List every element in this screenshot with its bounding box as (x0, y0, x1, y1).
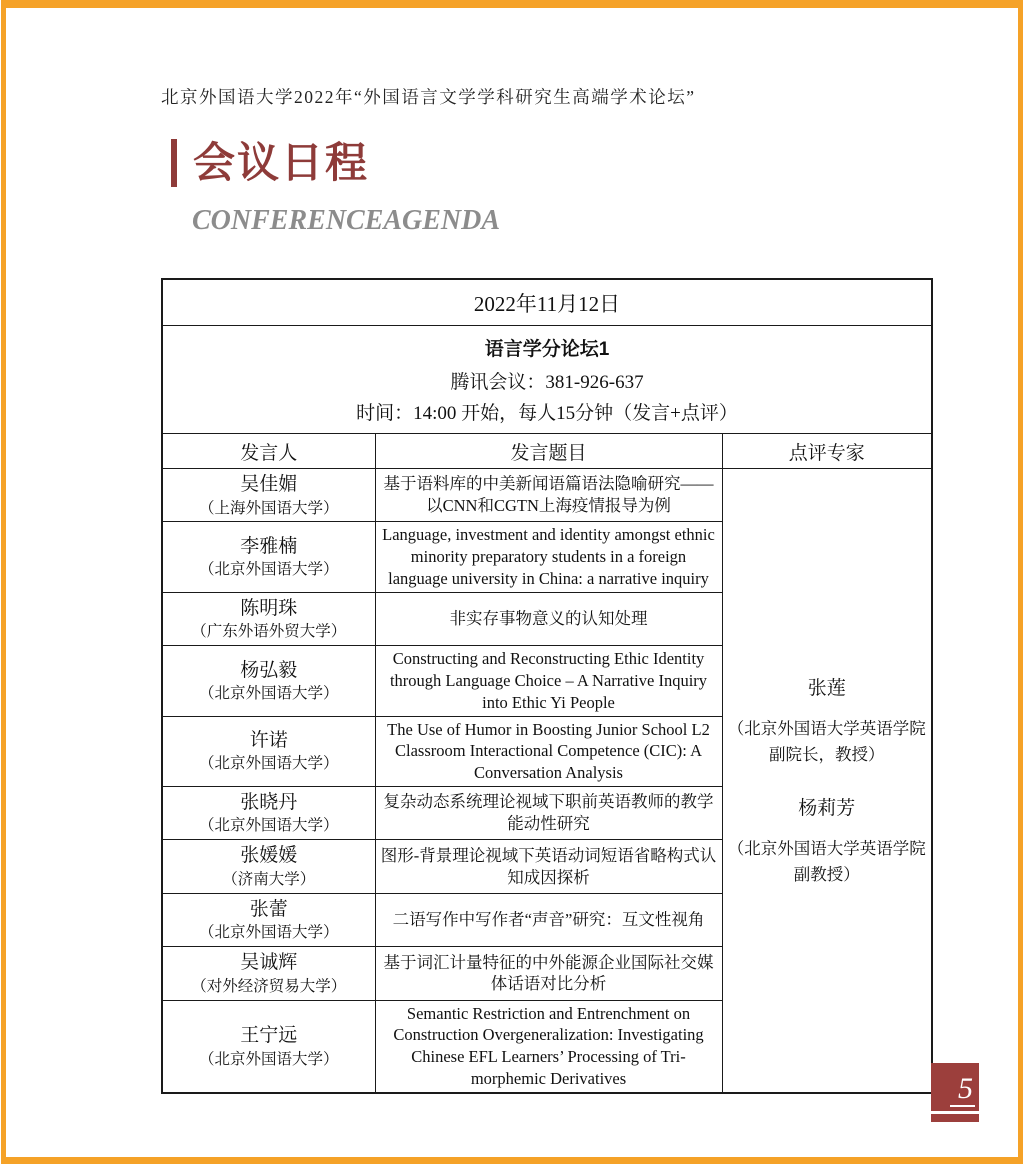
talk-title: 二语写作中写作者“声音”研究：互文性视角 (375, 893, 722, 946)
speaker-name: 李雅楠 (240, 535, 298, 557)
column-header-row (162, 434, 932, 469)
speaker-cell (162, 592, 375, 645)
page-number: 5 (950, 1074, 975, 1107)
speaker-cell (162, 522, 375, 592)
speaker-cell (162, 716, 375, 786)
speaker-affiliation: （对外经济贸易大学） (191, 977, 347, 995)
speaker-affiliation: （北京外国语大学） (198, 685, 339, 703)
table-row (162, 469, 932, 522)
speaker-name: 陈明珠 (240, 597, 298, 619)
col-header-expert: 点评专家 (722, 434, 932, 469)
page (1, 0, 1023, 1164)
expert-block (727, 793, 928, 887)
forum-title: 语言学分论坛1 (484, 339, 610, 360)
talk-title: Language, investment and identity amongst ethnic minority preparatory students in a foreign language university in China: a narrative inquiry (375, 522, 722, 592)
page-title: 会议日程 (193, 139, 370, 186)
speaker-affiliation: （北京外国语大学） (198, 924, 339, 942)
expert-block (727, 673, 928, 767)
speaker-affiliation: （济南大学） (222, 870, 316, 888)
page-subtitle-en: CONFERENCE AGENDA (192, 205, 501, 236)
talk-title: The Use of Humor in Boosting Junior School L2 Classroom Interactional Competence (CIC): A Conversation Analysis (375, 716, 722, 786)
talk-title: 复杂动态系统理论视域下职前英语教师的教学能动性研究 (375, 786, 722, 839)
speaker-name: 张晓丹 (240, 791, 298, 813)
talk-title: Semantic Restriction and Entrenchment on Construction Overgeneralization: Investigating Chinese EFL Learners’ Processing of Tri-morphemic Derivatives (375, 1000, 722, 1093)
page-number-block (931, 1063, 979, 1111)
speaker-name: 吴佳媚 (240, 474, 298, 495)
speaker-name: 吴诚辉 (240, 952, 298, 974)
speaker-affiliation: （北京外国语大学） (198, 755, 339, 773)
header-banner: 北京外国语大学2022年“外国语言文学学科研究生高端学术论坛” (161, 87, 696, 107)
speaker-name: 张蕾 (249, 898, 288, 920)
date-row (162, 279, 932, 326)
col-header-title: 发言题目 (375, 434, 722, 469)
speaker-name: 杨弘毅 (240, 659, 298, 681)
talk-title: 基于词汇计量特征的中外能源企业国际社交媒体话语对比分析 (375, 947, 722, 1000)
title-accent-bar (171, 139, 177, 187)
forum-info-row (162, 326, 932, 434)
speaker-affiliation: （上海外国语大学） (198, 499, 339, 517)
talk-title: 图形-背景理论视域下英语动词短语省略构式认知成因探析 (375, 840, 722, 893)
expert-name: 杨莉芳 (798, 798, 856, 820)
speaker-cell (162, 469, 375, 522)
speaker-affiliation: （北京外国语大学） (198, 817, 339, 835)
expert-affiliation: （北京外国语大学英语学院 副院长，教授） (727, 719, 926, 764)
speaker-name: 许诺 (249, 729, 288, 751)
agenda-table (161, 278, 933, 1094)
speaker-cell (162, 646, 375, 716)
meeting-id: 腾讯会议：381-926-637 (450, 372, 644, 393)
speaker-affiliation: （北京外国语大学） (198, 1050, 339, 1068)
talk-title: 基于语料库的中美新闻语篇语法隐喻研究——以CNN和CGTN上海疫情报导为例 (375, 469, 722, 522)
expert-name: 张莲 (807, 678, 846, 700)
speaker-name: 张媛媛 (240, 845, 298, 867)
page-number-bar (931, 1114, 979, 1122)
speaker-name: 王宁远 (240, 1025, 298, 1046)
experts-cell (722, 469, 932, 1093)
speaker-affiliation: （广东外语外贸大学） (191, 623, 347, 641)
page-title-row (171, 139, 369, 187)
speaker-cell (162, 786, 375, 839)
speaker-cell (162, 840, 375, 893)
talk-title: Constructing and Reconstructing Ethic Identity through Language Choice – A Narrative Inquiry into Ethic Yi People (375, 646, 722, 716)
speaker-affiliation: （北京外国语大学） (198, 561, 339, 579)
speaker-cell (162, 893, 375, 946)
talk-title: 非实存事物意义的认知处理 (375, 592, 722, 645)
expert-affiliation: （北京外国语大学英语学院 副教授） (727, 839, 926, 884)
time-info: 时间：14:00 开始，每人15分钟（发言+点评） (356, 403, 738, 424)
speaker-cell (162, 1000, 375, 1093)
session-date: 2022年11月12日 (162, 279, 932, 326)
col-header-speaker: 发言人 (162, 434, 375, 469)
speaker-cell (162, 947, 375, 1000)
